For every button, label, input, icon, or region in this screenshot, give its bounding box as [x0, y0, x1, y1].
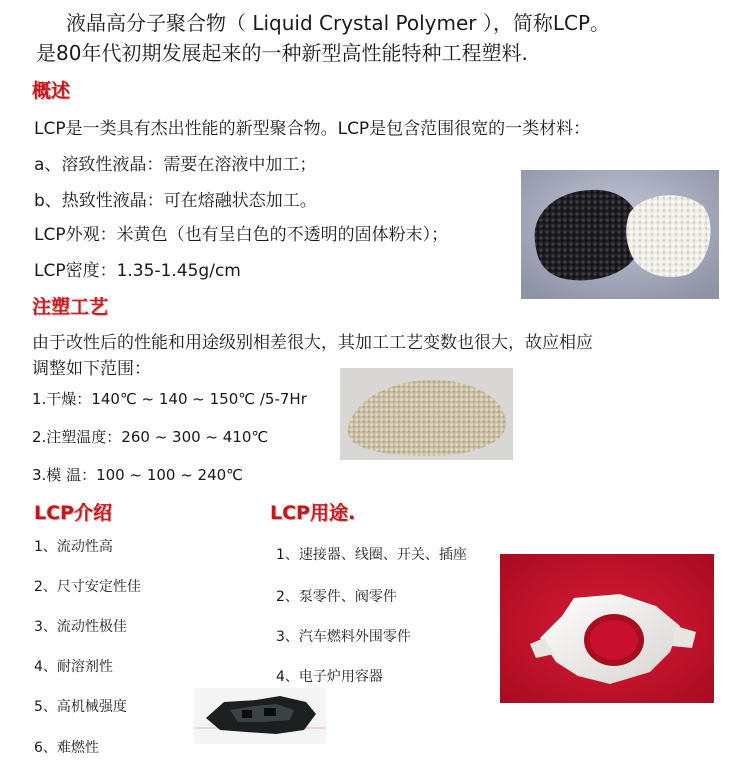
list-item: 5、高机械强度 [34, 699, 127, 715]
molding-param: 2.注塑温度：260 ~ 300 ~ 410℃ [32, 428, 269, 446]
overview-line: LCP是一类具有杰出性能的新型聚合物。LCP是包含范围很宽的一类材料： [34, 119, 591, 139]
overview-line: b、热致性液晶：可在熔融状态加工。 [34, 191, 317, 211]
list-item: 1、速接器、线圈、开关、插座 [276, 547, 467, 563]
black-part-image [194, 688, 326, 744]
list-item: 3、流动性极佳 [34, 619, 127, 635]
black-white-pellets-image [521, 170, 719, 299]
molding-param: 1.干燥：140℃ ~ 140 ~ 150℃ /5-7Hr [32, 390, 307, 408]
molding-intro-line: 调整如下范围： [32, 359, 151, 379]
white-part-image [500, 554, 714, 703]
intro-line-1: 液晶高分子聚合物（ Liquid Crystal Polymer ），简称LCP。 [66, 11, 611, 35]
overview-heading: 概述 [32, 80, 71, 102]
list-item: 2、泵零件、阀零件 [276, 589, 397, 605]
list-item: 2、尺寸安定性佳 [34, 579, 141, 595]
overview-line: a、溶致性液晶：需要在溶液中加工； [34, 155, 317, 175]
list-item: 4、电子炉用容器 [276, 669, 383, 685]
list-item: 3、汽车燃料外围零件 [276, 629, 411, 645]
overview-line: LCP密度：1.35-1.45g/cm [34, 261, 241, 281]
overview-line: LCP外观：米黄色（也有呈白色的不透明的固体粉末）； [34, 225, 449, 245]
intro-line-2: 是80年代初期发展起来的一种新型高性能特种工程塑料. [36, 41, 528, 65]
list-item: 1、流动性高 [34, 539, 113, 555]
list-item: 6、难燃性 [34, 740, 99, 756]
molding-param: 3.模 温：100 ~ 100 ~ 240℃ [32, 466, 244, 484]
beige-pellets-image [340, 368, 513, 460]
lcp-uses-heading: LCP用途. [270, 502, 356, 524]
list-item: 4、耐溶剂性 [34, 659, 113, 675]
molding-heading: 注塑工艺 [32, 296, 109, 318]
molding-intro-line: 由于改性后的性能和用途级别相差很大，其加工工艺变数也很大，故应相应 [32, 333, 593, 353]
lcp-intro-heading: LCP介绍 [34, 502, 112, 524]
